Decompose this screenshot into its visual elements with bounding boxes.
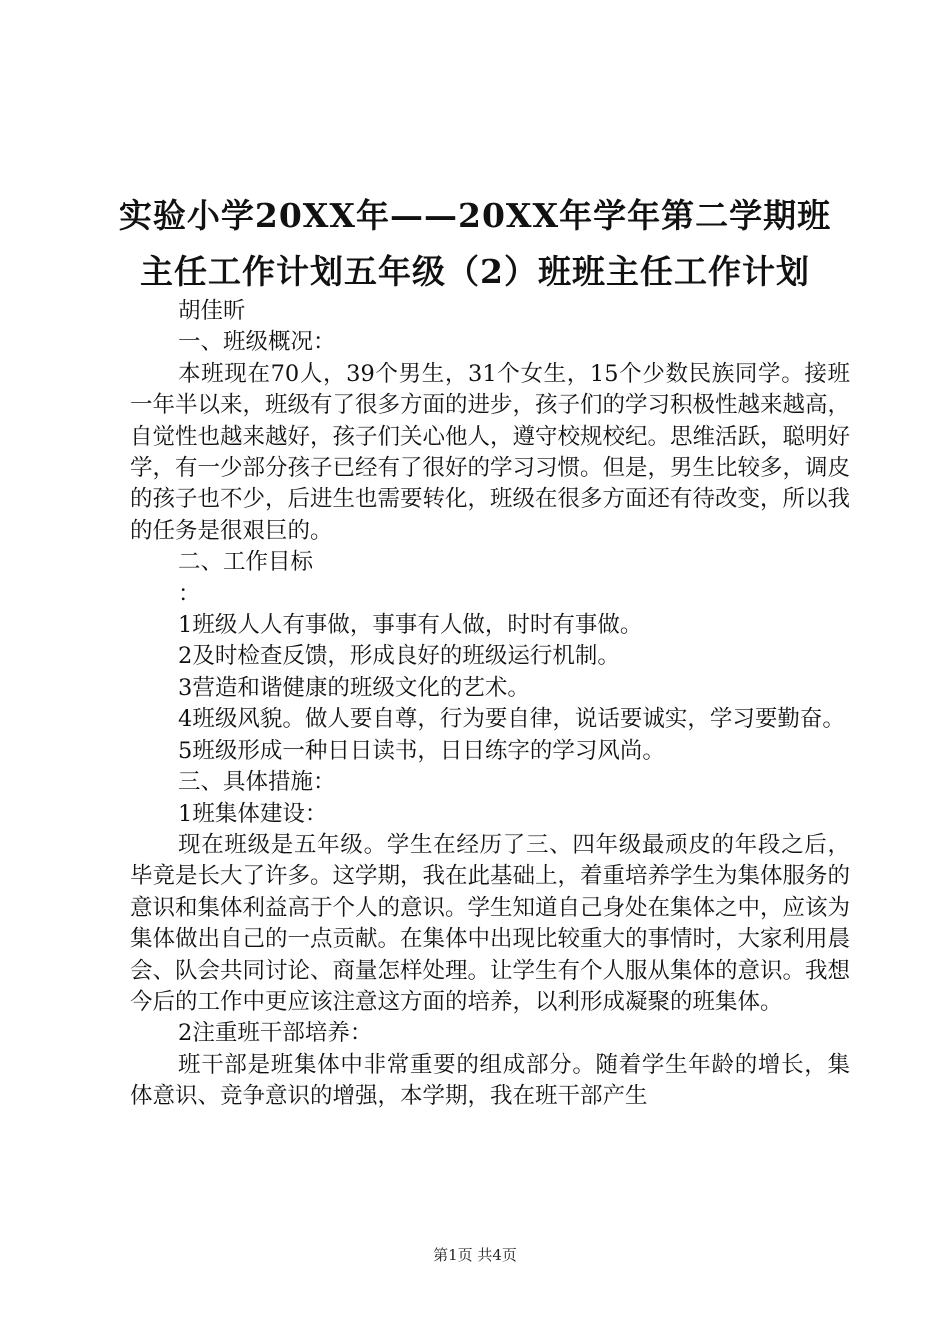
title-line-1: 实验小学20XX年——20XX年学年第二学期班 xyxy=(118,196,832,235)
document-title xyxy=(95,188,855,300)
section-heading: 三、具体措施： xyxy=(178,769,336,796)
paragraph: 现在班级是五年级。学生在经历了三、四年级最顽皮的年段之后，毕竟是长大了许多。这学期，我在此基础上，着重培养学生为集体服务的意识和集体利益高于个人的意识。学生知道自己身处在集体之中，应该为集体做出自己的一点贡献。在集体中出现比较重大的事情时，大家利用晨会、队会共同讨论、商量怎样处理。让学生有个人服从集体的意识。我想今后的工作中更应该注意这方面的培养，以利形成凝聚的班集体。 xyxy=(130,831,851,1015)
title-line-2: 主任工作计划五年级（2）班班主任工作计划 xyxy=(140,252,810,291)
list-item: 3营造和谐健康的班级文化的艺术。 xyxy=(178,674,530,701)
subsection-heading: 1班集体建设： xyxy=(178,800,328,827)
subsection-heading: 2注重班干部培养： xyxy=(178,1020,373,1047)
paragraph: ： xyxy=(178,580,201,607)
author-name: 胡佳昕 xyxy=(178,298,246,324)
paragraph: 班干部是班集体中非常重要的组成部分。随着学生年龄的增长，集体意识、竞争意识的增强，本学期，我在班干部产生 xyxy=(130,1051,850,1110)
list-item: 5班级形成一种日日读书，日日练字的学习风尚。 xyxy=(178,737,665,764)
paragraph: 本班现在70人，39个男生，31个女生，15个少数民族同学。接班一年半以来，班级有了很多方面的进步，孩子们的学习积极性越来越高，自觉性也越来越好，孩子们关心他人，遵守校规校纪。思维活跃，聪明好学，有一少部分孩子已经有了很好的学习习惯。但是，男生比较多，调皮的孩子也不少，后进生也需要转化，班级在很多方面还有待改变，所以我的任务是很艰巨的。 xyxy=(130,360,851,544)
section-heading: 一、班级概况： xyxy=(178,329,336,356)
document-body xyxy=(130,296,850,1113)
page-footer: 第1页 共4页 xyxy=(433,1246,517,1264)
list-item: 1班级人人有事做，事事有人做，时时有事做。 xyxy=(178,612,643,639)
section-heading: 二、工作目标 xyxy=(178,549,314,576)
list-item: 4班级风貌。做人要自尊，行为要自律，说话要诚实，学习要勤奋。 xyxy=(178,706,845,733)
list-item: 2及时检查反馈，形成良好的班级运行机制。 xyxy=(178,643,620,670)
